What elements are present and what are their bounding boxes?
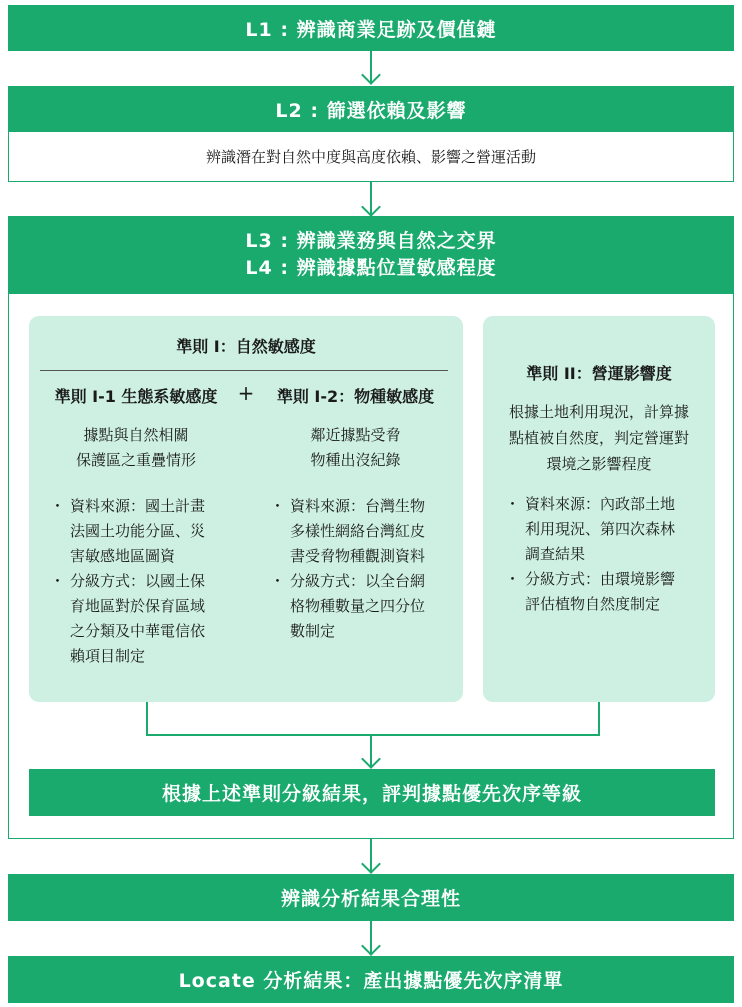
bullet-line: 利用現況、第四次森林	[525, 520, 676, 538]
desc-line: 保護區之重疊情形	[75, 451, 196, 469]
bullet-line: ・ 分級方式：由環境影響	[525, 570, 676, 588]
plus-sign: +	[237, 381, 255, 405]
criterion-1-divider	[40, 370, 448, 371]
bracket-right	[598, 702, 600, 736]
l2-desc: 辨識潛在對自然中度與高度依賴、影響之營運活動	[205, 148, 536, 166]
bullet-line: 調查結果	[525, 545, 586, 563]
desc-line: 據點與自然相關	[83, 426, 189, 444]
bullet-line: 多樣性網絡台灣紅皮	[290, 522, 426, 540]
arrow-icon	[361, 936, 381, 956]
bullet-line: 之分類及中華電信依	[70, 622, 206, 640]
desc-line: 環境之影響程度	[546, 455, 652, 473]
criterion-2-title: 準則 II：營運影響度	[526, 364, 672, 383]
locate-label: Locate 分析結果：產出據點優先次序清單	[178, 970, 564, 992]
desc-line: 物種出沒紀錄	[310, 451, 401, 469]
l1-bar	[8, 5, 734, 51]
rationality-label: 辨識分析結果合理性	[280, 888, 461, 910]
criterion-1-2-bullets	[276, 494, 456, 644]
bullet-line: 格物種數量之四分位	[290, 597, 426, 615]
bullet-line: 賴項目制定	[70, 647, 146, 665]
bullet-item	[276, 569, 456, 644]
grading-bar	[29, 769, 715, 816]
criterion-1-1-desc	[36, 423, 236, 473]
arrow-icon	[361, 854, 381, 874]
l3-l4-bar	[8, 216, 734, 294]
bullet-line: ・ 資料來源：內政部土地	[525, 495, 676, 513]
bullet-item	[276, 494, 456, 569]
locate-bar	[8, 956, 734, 1003]
l3-label: L3 : 辨識業務與自然之交界	[245, 230, 497, 252]
arrow-icon	[361, 65, 381, 85]
desc-line: 根據土地利用現況，計算據	[508, 403, 689, 421]
bullet-line: 評估植物自然度制定	[525, 595, 661, 613]
bullet-line: ・ 分級方式：以國土保	[70, 572, 206, 590]
bracket-left	[146, 702, 148, 736]
bullet-line: 育地區對於保育區域	[70, 597, 206, 615]
desc-line: 點植被自然度，判定營運對	[508, 429, 689, 447]
l4-label: L4 : 辨識據點位置敏感程度	[245, 257, 497, 279]
criterion-1-title: 準則 I：自然敏感度	[176, 337, 316, 356]
l2-desc-box	[8, 131, 734, 182]
bullet-line: 法國土功能分區、災	[70, 522, 206, 540]
bullet-line: ・ 資料來源：台灣生物	[290, 497, 426, 515]
bullet-line: ・ 資料來源：國土計畫	[70, 497, 206, 515]
criterion-2-bullets	[511, 492, 711, 617]
criterion-1-1-title: 準則 I-1 生態系敏感度	[54, 387, 218, 406]
bullet-item	[511, 492, 711, 567]
l1-label: L1 : 辨識商業足跡及價值鏈	[245, 18, 497, 41]
bullet-item	[56, 569, 236, 669]
desc-line: 鄰近據點受脅	[310, 426, 401, 444]
l2-label: L2 : 篩選依賴及影響	[275, 99, 467, 122]
bullet-line: 數制定	[290, 622, 336, 640]
l2-bar	[8, 86, 734, 132]
grading-label: 根據上述準則分級結果，評判據點優先次序等級	[161, 783, 582, 805]
criterion-1-2-desc	[258, 423, 453, 473]
bullet-line: 書受脅物種觀測資料	[290, 547, 426, 565]
criterion-2-desc	[483, 399, 715, 477]
bullet-line: ・ 分級方式：以全台網	[290, 572, 426, 590]
arrow-icon	[361, 197, 381, 217]
criterion-1-2-title: 準則 I-2：物種敏感度	[276, 387, 435, 406]
bracket-bottom	[146, 734, 600, 736]
criterion-1-1-bullets	[56, 494, 236, 669]
bullet-item	[511, 567, 711, 617]
bullet-line: 害敏感地區圖資	[70, 547, 176, 565]
bullet-item	[56, 494, 236, 569]
rationality-bar	[8, 874, 734, 921]
